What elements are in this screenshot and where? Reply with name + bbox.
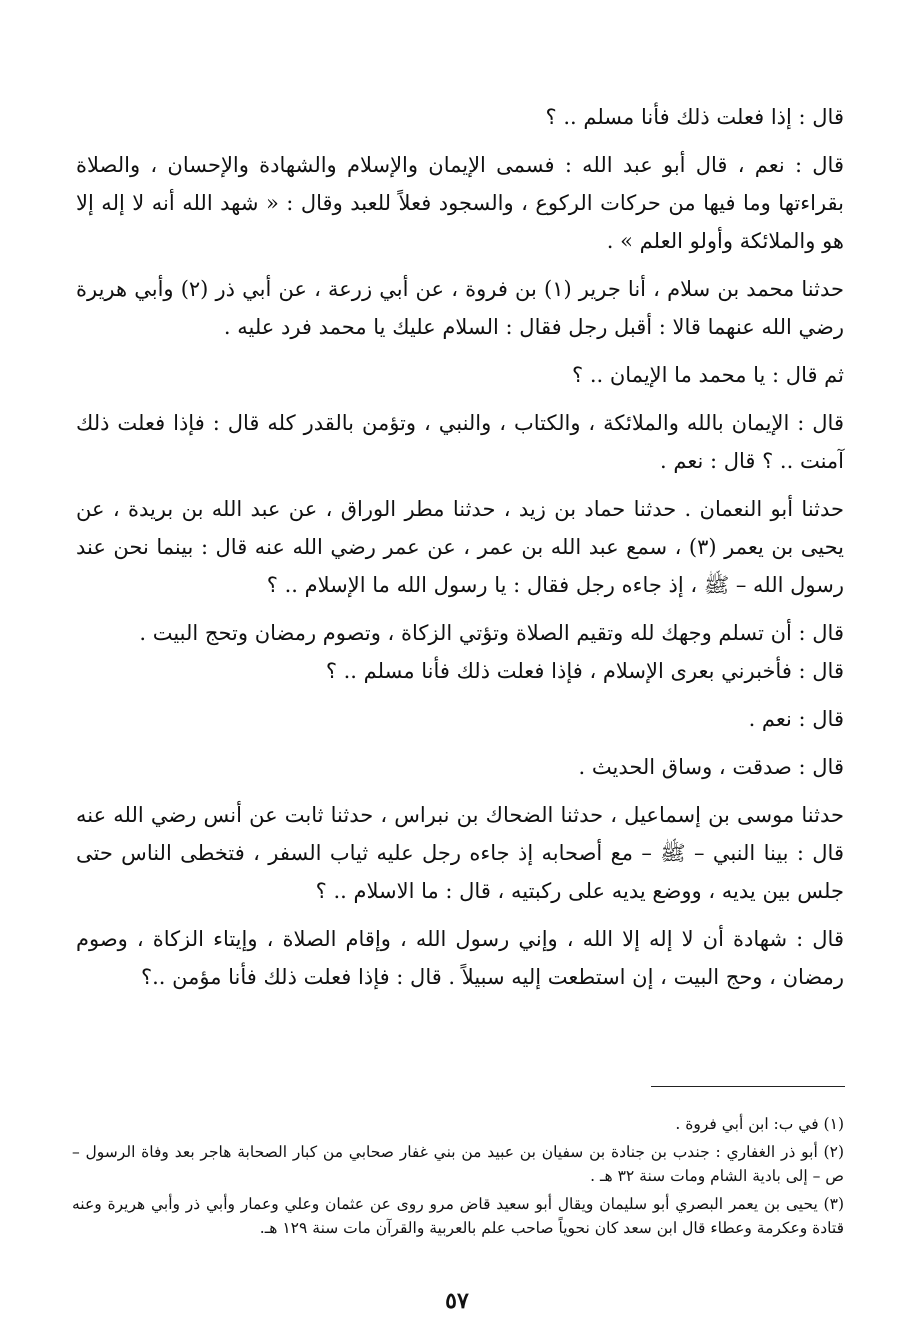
footnotes	[72, 1112, 844, 1244]
paragraph: قال : الإيمان بالله والملائكة ، والكتاب ، والنبي ، وتؤمن بالقدر كله قال : فإذا فعلت ذلك آمنت .. ؟ قال : نعم .	[76, 411, 844, 473]
paragraph: ثم قال : يا محمد ما الإيمان .. ؟	[572, 363, 844, 387]
paragraph: قال : شهادة أن لا إله إلا الله ، وإني رسول الله ، وإقام الصلاة ، وإيتاء الزكاة ، وصوم رمضان ، وحج البيت ، إن استطعت إليه سبيلاً . قال : فإذا فعلت ذلك فأنا مؤمن ..؟	[76, 927, 844, 989]
paragraph: قال : نعم ، قال أبو عبد الله : فسمى الإيمان والإسلام والشهادة والإحسان ، والصلاة بقراءتها وما فيها من حركات الركوع ، والسجود فعلاً للعبد وقال : « شهد الله أنه لا إله إلا هو والملائكة وأولو العلم » .	[76, 153, 844, 253]
paragraph: قال : نعم .	[748, 707, 844, 731]
paragraph: قال : أن تسلم وجهك لله وتقيم الصلاة وتؤتي الزكاة ، وتصوم رمضان وتحج البيت .	[139, 621, 844, 645]
page-number: ٥٧	[445, 1288, 469, 1314]
footnote: (١) في ب: ابن أبي فروة .	[675, 1115, 844, 1133]
paragraph: حدثنا محمد بن سلام ، أنا جرير (١) بن فروة ، عن أبي زرعة ، عن أبي ذر (٢) وأبي هريرة رضي الله عنهما قالا : أقبل رجل فقال : السلام عليك يا محمد فرد عليه .	[76, 277, 844, 339]
footnote-divider	[651, 1086, 845, 1087]
paragraph: قال : إذا فعلت ذلك فأنا مسلم .. ؟	[545, 105, 844, 129]
main-text	[76, 98, 844, 1006]
paragraph: قال : فأخبرني بعرى الإسلام ، فإذا فعلت ذلك فأنا مسلم .. ؟	[325, 659, 844, 683]
footnote: (٣) يحيى بن يعمر البصري أبو سليمان ويقال أبو سعيد قاض مرو روى عن عثمان وعلي وعمار وأبي ذر وأبي هريرة وعنه قتادة وعكرمة وعطاء قال ابن سعد كان نحوياً صاحب علم بالعربية والقرآن مات سنة ١٢٩ هـ.	[72, 1195, 844, 1237]
paragraph: قال : صدقت ، وساق الحديث .	[578, 755, 844, 779]
paragraph: حدثنا موسى بن إسماعيل ، حدثنا الضحاك بن نبراس ، حدثنا ثابت عن أنس رضي الله عنه قال : بينا النبي – ﷺ – مع أصحابه إذ جاءه رجل عليه ثياب السفر ، فتخطى الناس حتى جلس بين يديه ، ووضع يديه على ركبتيه ، قال : ما الاسلام .. ؟	[76, 803, 844, 903]
footnote: (٢) أبو ذر الغفاري : جندب بن جنادة بن سفيان بن عبيد من بني غفار صحابي من كبار الصحابة هاجر بعد وفاة الرسول – ص – إلى بادية الشام ومات سنة ٣٢ هـ .	[72, 1143, 844, 1185]
paragraph: حدثنا أبو النعمان . حدثنا حماد بن زيد ، حدثنا مطر الوراق ، عن عبد الله بن بريدة ، عن يحيى بن يعمر (٣) ، سمع عبد الله بن عمر ، عن عمر رضي الله عنه قال : بينما نحن عند رسول الله – ﷺ ، إذ جاءه رجل فقال : يا رسول الله ما الإسلام .. ؟	[76, 497, 844, 597]
